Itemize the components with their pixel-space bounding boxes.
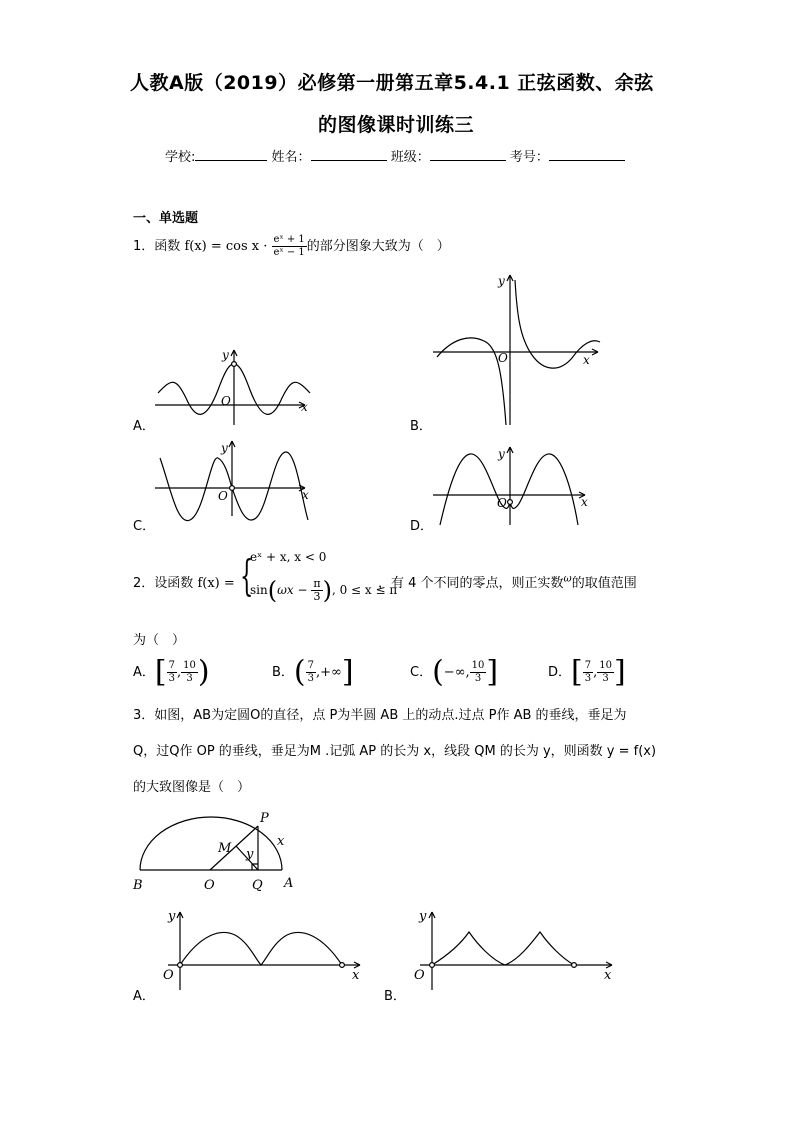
- q3-label-x: x: [277, 834, 285, 849]
- q1-number: 1．: [133, 239, 155, 254]
- q3-label-q: Q: [252, 878, 263, 893]
- q1d-x-label: x: [581, 495, 588, 509]
- q2-d-num2: 10: [599, 660, 612, 671]
- q2-omega-x: ωx −: [277, 583, 308, 597]
- q2-brace: {: [240, 551, 254, 600]
- q2-prefix: 设函数: [154, 576, 194, 591]
- q1a-o-label: O: [221, 394, 231, 408]
- q1-func: f(x) = cos x ·: [184, 239, 268, 254]
- q1-frac-den: eˣ − 1: [273, 247, 305, 258]
- q2-line2: 为（ ）: [133, 633, 186, 648]
- q3-option-a[interactable]: A．: [133, 989, 155, 1004]
- school-label: 学校:: [165, 150, 196, 165]
- q2-a-comma: ,: [177, 665, 182, 680]
- q2-three: 3: [313, 590, 321, 603]
- q2-d-den2: 3: [602, 673, 609, 684]
- q1b-y-label: y: [498, 274, 505, 288]
- q2-number: 2．: [133, 576, 155, 591]
- q1-option-d[interactable]: D．: [410, 519, 434, 534]
- q1-option-a[interactable]: A．: [133, 419, 155, 434]
- q2-d-comma: ,: [593, 665, 598, 680]
- q2-case2: sin(ωx − $\frac{\pi}{3}$ ), 0 ≤ x ≤ π: [250, 576, 398, 605]
- q2-option-c[interactable]: C．(−∞, $\frac{10}{3}$ ]: [410, 654, 499, 690]
- q2-opt-d-label: D．: [548, 665, 572, 680]
- q3-text1: 如图，AB为定圆O的直径，点 P为半圆 AB 上的动点.过点 P作 AB 的垂线，垂足为: [154, 708, 627, 723]
- q3b-o-label: O: [414, 968, 425, 983]
- q2-opt-c-label: C．: [410, 665, 433, 680]
- q3-line2: Q，过Q作 OP 的垂线，垂足为M .记弧 AP 的长为 x，线段 QM 的长为 y，则函数 y = f(x): [133, 744, 657, 759]
- q2-c-den: 3: [474, 673, 482, 684]
- q3-label-p: P: [260, 811, 269, 826]
- q2-c-num: 10: [471, 660, 485, 671]
- q1a-y-label: y: [222, 348, 229, 362]
- q3a-o-label: O: [163, 968, 174, 983]
- q2-a-den1: 3: [168, 673, 175, 684]
- q3a-x-label: x: [352, 968, 360, 983]
- q1c-o-label: O: [218, 489, 228, 503]
- q3-option-b[interactable]: B．: [384, 989, 406, 1004]
- q2-sin: sin: [250, 583, 268, 597]
- q1b-x-label: x: [583, 353, 590, 367]
- q3b-y-label: y: [419, 909, 427, 924]
- q1d-y-label: y: [498, 447, 505, 461]
- q2-c-inf: −∞,: [443, 665, 470, 680]
- q1-option-b[interactable]: B．: [410, 419, 432, 434]
- q2-a-num2: 10: [183, 660, 196, 671]
- q3-line3: 的大致图像是（ ）: [133, 780, 251, 795]
- q2-text-after: ，有 4 个不同的零点，则正实数: [378, 576, 564, 591]
- q2-option-a[interactable]: A．[ $\frac{7}{3}$ , $\frac{10}{3}$ ): [133, 654, 210, 690]
- q1-option-c[interactable]: C．: [133, 519, 156, 534]
- q3-graph-b: [420, 912, 612, 990]
- name-label: 姓名：: [271, 150, 311, 165]
- q2-option-d[interactable]: D．[ $\frac{7}{3}$ , $\frac{10}{3}$ ]: [548, 654, 626, 690]
- q2-text-end: 的取值范围: [571, 576, 637, 591]
- q1c-y-label: y: [221, 441, 228, 455]
- q2-b-inf: ,+∞: [316, 665, 342, 680]
- q2-case2-domain: , 0 ≤ x ≤ π: [331, 583, 398, 597]
- q3-graph-a: [168, 912, 360, 990]
- id-label: 考号：: [509, 150, 549, 165]
- q1-prefix: 函数: [154, 239, 181, 254]
- q2-a-num1: 7: [168, 660, 175, 671]
- q3b-x-label: x: [604, 968, 612, 983]
- q2-opt-a-label: A．: [133, 665, 155, 680]
- q1-suffix: 的部分图象大致为（ ）: [306, 239, 450, 254]
- q3-label-b: B: [133, 878, 143, 893]
- q1a-x-label: x: [301, 400, 308, 414]
- q2-b-den: 3: [307, 673, 315, 684]
- q3-label-a: A: [284, 876, 294, 891]
- doc-title-line2: 的图像课时训练三: [318, 114, 475, 136]
- q3a-y-label: y: [168, 909, 176, 924]
- q2-func: f(x) =: [197, 576, 235, 591]
- q2-case1: eˣ + x, x < 0: [250, 550, 327, 564]
- q1-frac-num: eˣ + 1: [273, 234, 305, 245]
- q2-b-num: 7: [307, 660, 315, 671]
- q2-pi: π: [313, 577, 321, 590]
- class-label: 班级：: [390, 150, 430, 165]
- q2-d-num1: 7: [584, 660, 592, 671]
- q2-a-den2: 3: [186, 673, 193, 684]
- q3-label-o: O: [204, 878, 215, 893]
- q1b-o-label: O: [498, 351, 508, 365]
- q1c-x-label: x: [302, 488, 309, 502]
- q2-d-den1: 3: [584, 673, 592, 684]
- q3-label-m: M: [218, 841, 232, 856]
- q1d-o-label: O: [497, 496, 507, 510]
- doc-title-line1: 人教A版（2019）必修第一册第五章5.4.1 正弦函数、余弦: [130, 72, 654, 94]
- q3-label-y: y: [246, 847, 254, 862]
- q2-opt-b-label: B．: [272, 665, 294, 680]
- section-heading: 一、单选题: [133, 211, 199, 226]
- q3-number: 3．: [133, 708, 155, 723]
- q2-option-b[interactable]: B．( $\frac{7}{3}$ ,+∞]: [272, 654, 354, 690]
- q2-omega: ω: [563, 573, 572, 585]
